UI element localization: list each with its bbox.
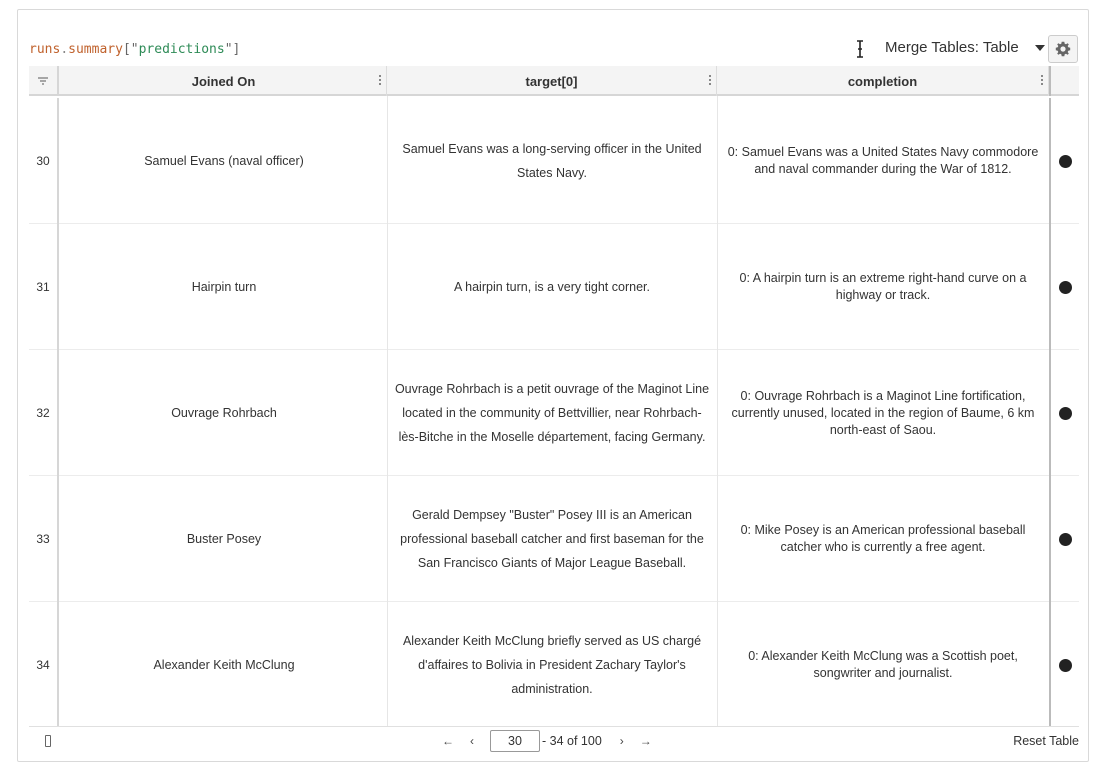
cell-joined-on: Samuel Evans (naval officer) bbox=[144, 154, 304, 168]
table-row[interactable] bbox=[29, 98, 1079, 224]
cell-target: Ouvrage Rohrbach is a petit ouvrage of the Maginot Line located in the community of Bettvillier, near Rohrbach-lès-Bitche in the Moselle département, facing Germany. bbox=[394, 382, 710, 444]
query-expression[interactable] bbox=[29, 38, 240, 60]
data-table bbox=[29, 66, 1079, 726]
merge-tables-label: Merge Tables: Table bbox=[885, 39, 1019, 56]
text-cursor-icon bbox=[854, 40, 866, 58]
column-divider bbox=[387, 96, 388, 726]
chevron-down-icon bbox=[1035, 45, 1045, 51]
column-header-joined-on[interactable] bbox=[61, 66, 387, 96]
cell-joined-on: Hairpin turn bbox=[191, 280, 257, 294]
cell-media[interactable] bbox=[1049, 602, 1079, 726]
column-menu-icon[interactable] bbox=[1041, 75, 1044, 85]
cell-target: Alexander Keith McClung briefly served as US chargé d'affaires to Bolivia in President Zachary Taylor's administration. bbox=[402, 634, 702, 696]
column-header-target[interactable] bbox=[387, 66, 717, 96]
row-index: 34 bbox=[29, 602, 59, 726]
row-index: 32 bbox=[29, 350, 59, 476]
column-menu-icon[interactable] bbox=[379, 75, 382, 85]
pagination bbox=[436, 730, 658, 752]
cell-media[interactable] bbox=[1049, 224, 1079, 350]
column-label: completion bbox=[847, 73, 918, 89]
query-attribute: summary bbox=[68, 41, 123, 57]
row-index: 31 bbox=[29, 224, 59, 350]
cell-joined-on: Alexander Keith McClung bbox=[153, 658, 295, 672]
dot-icon bbox=[1059, 659, 1072, 672]
cell-joined-on: Ouvrage Rohrbach bbox=[171, 406, 277, 420]
cell-joined-on: Buster Posey bbox=[186, 532, 262, 546]
filter-icon bbox=[38, 77, 48, 85]
query-object: runs bbox=[29, 41, 61, 57]
page-input[interactable] bbox=[490, 730, 540, 752]
cell-target: A hairpin turn, is a very tight corner. bbox=[454, 280, 650, 294]
dot-icon bbox=[1059, 533, 1072, 546]
first-page-button[interactable]: ← bbox=[442, 734, 454, 748]
column-label: Joined On bbox=[191, 73, 256, 89]
table-footer bbox=[29, 726, 1079, 756]
row-index: 30 bbox=[29, 98, 59, 224]
column-header-completion[interactable] bbox=[717, 66, 1049, 96]
row-index: 33 bbox=[29, 476, 59, 602]
settings-button[interactable] bbox=[1048, 35, 1078, 63]
query-dot: . bbox=[60, 41, 69, 57]
query-key: predictions bbox=[138, 41, 225, 57]
cell-completion: 0: Mike Posey is an American professional baseball catcher who is currently a free agent. bbox=[740, 523, 1026, 554]
cell-completion: 0: Alexander Keith McClung was a Scottish poet, songwriter and journalist. bbox=[748, 649, 1018, 680]
column-header-extra bbox=[1049, 66, 1079, 96]
table-row[interactable] bbox=[29, 602, 1079, 726]
last-page-button[interactable]: → bbox=[639, 734, 652, 748]
merge-tables-dropdown[interactable] bbox=[885, 39, 1045, 56]
column-menu-icon[interactable] bbox=[709, 75, 712, 85]
next-page-button[interactable]: › bbox=[619, 734, 624, 748]
query-close-bracket: "] bbox=[224, 41, 241, 57]
reset-table-button[interactable]: Reset Table bbox=[1013, 734, 1079, 748]
table-row[interactable] bbox=[29, 224, 1079, 350]
dot-icon bbox=[1059, 155, 1072, 168]
cell-completion: 0: Samuel Evans was a United States Navy commodore and naval commander during the War of 1812. bbox=[727, 145, 1039, 176]
cell-completion: 0: Ouvrage Rohrbach is a Maginot Line fortification, currently unused, located in the region of Baume, 6 km north-east of Saou. bbox=[731, 388, 1035, 437]
dot-icon bbox=[1059, 281, 1072, 294]
cell-target: Samuel Evans was a long-serving officer in the United States Navy. bbox=[402, 142, 702, 180]
filter-button[interactable] bbox=[29, 66, 59, 96]
cell-media[interactable] bbox=[1049, 350, 1079, 476]
prev-page-button[interactable]: ‹ bbox=[470, 734, 474, 748]
table-header bbox=[29, 66, 1079, 96]
column-divider bbox=[717, 96, 718, 726]
cell-target: Gerald Dempsey "Buster" Posey III is an American professional baseball catcher and first baseman for the San Francisco Giants of Major League Baseball. bbox=[400, 508, 704, 570]
dot-icon bbox=[1059, 407, 1072, 420]
table-row[interactable] bbox=[29, 350, 1079, 476]
cell-completion: 0: A hairpin turn is an extreme right-hand curve on a highway or track. bbox=[739, 271, 1027, 302]
table-panel bbox=[17, 9, 1089, 762]
cell-media[interactable] bbox=[1049, 98, 1079, 224]
cell-media[interactable] bbox=[1049, 476, 1079, 602]
gear-icon bbox=[1055, 41, 1071, 57]
column-toggle-icon[interactable] bbox=[45, 735, 51, 747]
page-range-text: - 34 of 100 bbox=[542, 734, 602, 748]
column-label: target[0] bbox=[525, 73, 578, 89]
table-row[interactable] bbox=[29, 476, 1079, 602]
query-open-bracket: [" bbox=[122, 41, 139, 57]
